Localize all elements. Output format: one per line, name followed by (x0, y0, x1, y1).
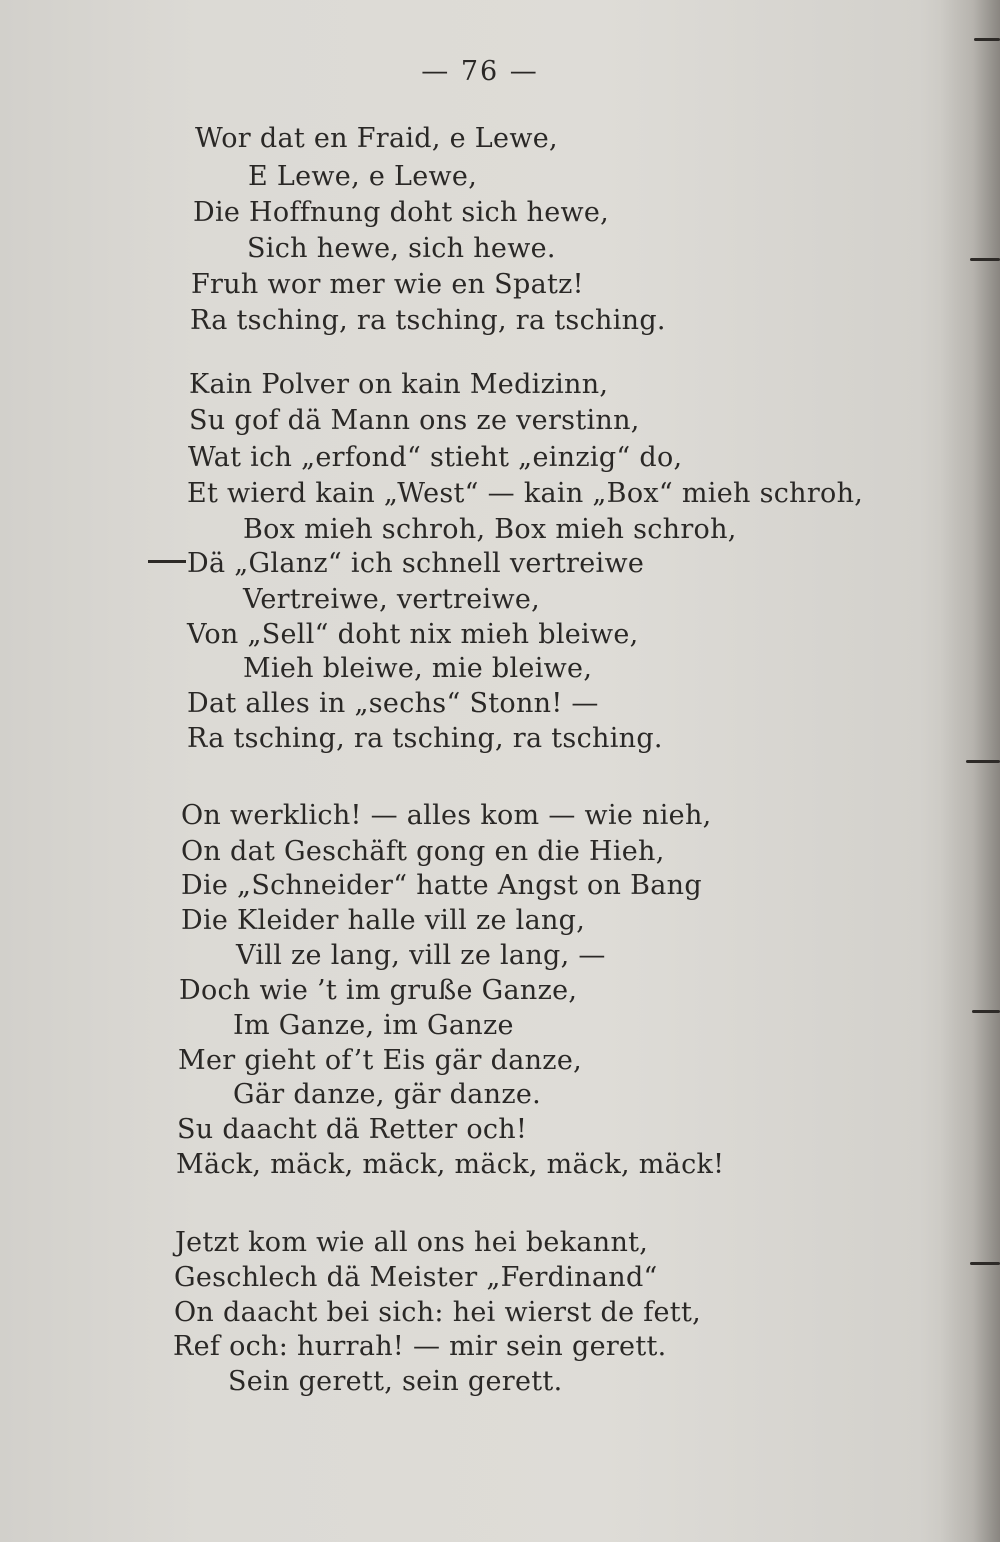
binding-stitch (970, 258, 1000, 261)
poem-line: Wat ich „erfond“ stieht „einzig“ do, (188, 442, 683, 473)
book-spine-shadow (940, 0, 1000, 1542)
poem-line: Doch wie ’t im gruße Ganze, (179, 975, 578, 1006)
poem-line: Kain Polver on kain Medizinn, (189, 369, 609, 400)
poem-line: On daacht bei sich: hei wierst de fett, (174, 1297, 701, 1328)
poem-line: Von „Sell“ doht nix mieh bleiwe, (187, 619, 639, 650)
binding-stitch (970, 1262, 1000, 1265)
poem-line: Die „Schneider“ hatte Angst on Bang (181, 870, 702, 901)
poem-line: Sich hewe, sich hewe. (247, 233, 556, 264)
poem-line: Vill ze lang, vill ze lang, — (236, 940, 606, 971)
poem-line: Dat alles in „sechs“ Stonn! — (187, 688, 599, 719)
poem-line: Gär danze, gär danze. (233, 1079, 542, 1110)
poem-line: Et wierd kain „West“ — kain „Box“ mieh schroh, (187, 478, 864, 509)
page-number: — 76 — (421, 56, 539, 87)
poem-line: Sein gerett, sein gerett. (228, 1366, 563, 1397)
poem-line: Ref och: hurrah! — mir sein gerett. (173, 1331, 667, 1362)
poem-line: Dä „Glanz“ ich schnell vertreiwe (187, 548, 645, 579)
poem-line: Mer gieht of’t Eis gär danze, (178, 1045, 582, 1076)
poem-line: E Lewe, e Lewe, (248, 161, 478, 192)
poem-line: Vertreiwe, vertreiwe, (243, 584, 541, 615)
binding-stitch (974, 38, 1000, 41)
poem-line: On dat Geschäft gong en die Hieh, (181, 836, 665, 867)
binding-stitch (972, 1010, 1000, 1013)
poem-line: Box mieh schroh, Box mieh schroh, (243, 514, 737, 545)
poem-line: Im Ganze, im Ganze (233, 1010, 514, 1041)
binding-stitch (966, 760, 1000, 763)
poem-line: Ra tsching, ra tsching, ra tsching. (190, 305, 666, 336)
poem-line: Mieh bleiwe, mie bleiwe, (243, 653, 593, 684)
poem-line: Die Hoffnung doht sich hewe, (193, 197, 610, 228)
poem-line: Fruh wor mer wie en Spatz! (191, 269, 584, 300)
poem-line: Wor dat en Fraid, e Lewe, (195, 123, 558, 154)
poem-line: On werklich! — alles kom — wie nieh, (181, 800, 712, 831)
margin-pen-mark (148, 560, 186, 563)
poem-line: Jetzt kom wie all ons hei bekannt, (175, 1227, 649, 1258)
poem-line: Su gof dä Mann ons ze verstinn, (189, 405, 640, 436)
poem-line: Die Kleider halle vill ze lang, (181, 905, 586, 936)
poem-line: Geschlech dä Meister „Ferdinand“ (174, 1262, 658, 1293)
poem-line: Su daacht dä Retter och! (177, 1114, 528, 1145)
poem-line: Ra tsching, ra tsching, ra tsching. (187, 723, 663, 754)
poem-line: Mäck, mäck, mäck, mäck, mäck, mäck! (176, 1149, 725, 1180)
